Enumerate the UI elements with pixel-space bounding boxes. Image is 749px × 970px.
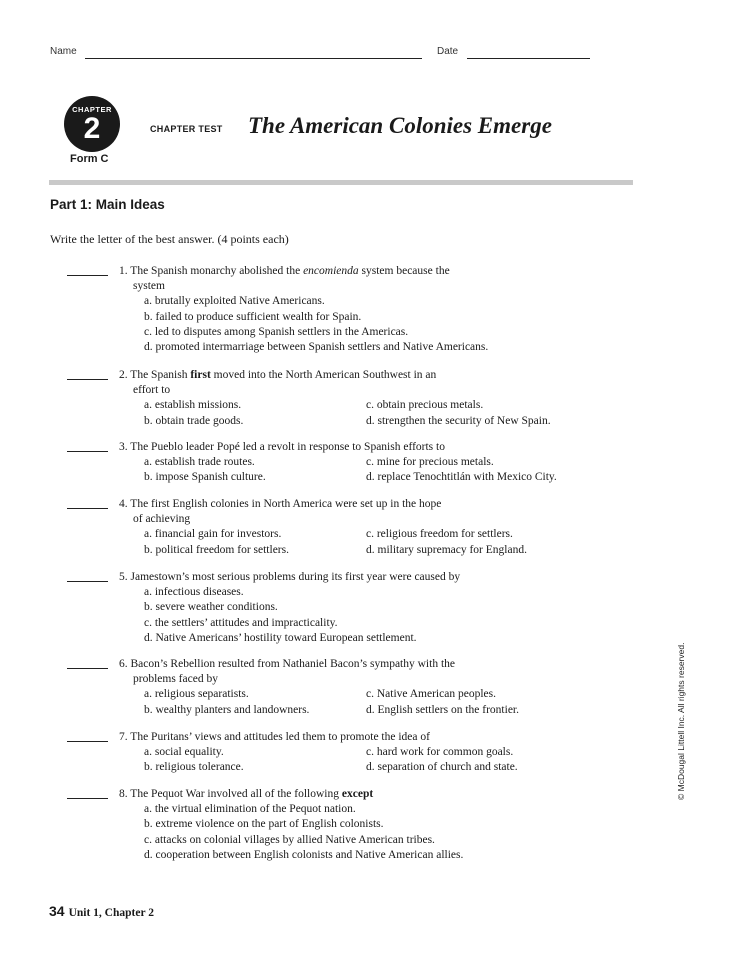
question-6 bbox=[67, 657, 607, 718]
question-stem-continued: effort to bbox=[133, 384, 171, 397]
choice-b: b. wealthy planters and landowners. bbox=[144, 703, 310, 716]
date-label: Date bbox=[437, 46, 459, 57]
choice-d: d. military supremacy for England. bbox=[366, 543, 527, 556]
choice-c: c. hard work for common goals. bbox=[366, 746, 514, 759]
question-stem: 3. The Pueblo leader Popé led a revolt in response to Spanish efforts to bbox=[119, 441, 445, 453]
answer-blank-3[interactable] bbox=[67, 451, 108, 452]
answer-blank-8[interactable] bbox=[67, 798, 108, 799]
instructions: Write the letter of the best answer. (4 points each) bbox=[50, 232, 289, 246]
question-3 bbox=[67, 440, 607, 486]
choice-c: c. mine for precious metals. bbox=[366, 456, 494, 469]
choice-c: c. obtain precious metals. bbox=[366, 399, 484, 412]
answer-blank-5[interactable] bbox=[67, 581, 108, 582]
choice-c: c. religious freedom for settlers. bbox=[366, 528, 513, 541]
choice-a: a. infectious diseases. bbox=[144, 586, 244, 599]
stem-text: 2. The Spanish bbox=[119, 369, 191, 381]
question-4 bbox=[67, 497, 607, 558]
choice-c: c. Native American peoples. bbox=[366, 688, 496, 701]
choice-b: b. severe weather conditions. bbox=[144, 601, 278, 614]
stem-text: moved into the North American Southwest in an bbox=[210, 369, 437, 381]
form-label: Form C bbox=[70, 153, 109, 165]
page-title: The American Colonies Emerge bbox=[248, 113, 552, 138]
section-divider bbox=[49, 180, 633, 185]
choice-b: b. religious tolerance. bbox=[144, 761, 244, 774]
question-stem: 6. Bacon’s Rebellion resulted from Nathaniel Bacon’s sympathy with the bbox=[119, 658, 455, 670]
answer-blank-6[interactable] bbox=[67, 668, 108, 669]
question-stem bbox=[119, 368, 607, 383]
choice-d: d. replace Tenochtitlán with Mexico City. bbox=[366, 471, 557, 484]
choice-b: b. political freedom for settlers. bbox=[144, 543, 289, 556]
stem-emphasis: first bbox=[190, 369, 211, 381]
chapter-badge bbox=[64, 96, 120, 152]
chapter-badge-label: CHAPTER bbox=[72, 105, 112, 114]
choice-d: d. English settlers on the frontier. bbox=[366, 703, 519, 716]
chapter-test-label: CHAPTER TEST bbox=[150, 124, 223, 134]
part-title: Part 1: Main Ideas bbox=[50, 197, 165, 212]
choice-c: c. led to disputes among Spanish settlers in the Americas. bbox=[144, 325, 409, 338]
choice-c: c. the settlers’ attitudes and impracticality. bbox=[144, 616, 338, 629]
choice-a: a. religious separatists. bbox=[144, 688, 249, 701]
choice-b: b. obtain trade goods. bbox=[144, 414, 244, 427]
choice-d: d. Native Americans’ hostility toward European settlement. bbox=[144, 631, 417, 644]
choice-d: d. strengthen the security of New Spain. bbox=[366, 414, 551, 427]
question-stem-continued: problems faced by bbox=[133, 673, 218, 686]
choice-c: c. attacks on colonial villages by allied Native American tribes. bbox=[144, 833, 435, 846]
choice-a: a. establish missions. bbox=[144, 399, 242, 412]
question-2 bbox=[67, 368, 607, 429]
page-number: 34 bbox=[49, 903, 65, 919]
question-stem: 4. The first English colonies in North America were set up in the hope bbox=[119, 498, 442, 510]
choice-a: a. brutally exploited Native Americans. bbox=[144, 295, 325, 308]
choice-b: b. extreme violence on the part of English colonists. bbox=[144, 818, 384, 831]
choice-d: d. cooperation between English colonists and Native American allies. bbox=[144, 848, 464, 861]
date-field[interactable] bbox=[467, 58, 590, 59]
question-8 bbox=[67, 787, 607, 863]
question-5 bbox=[67, 570, 607, 646]
answer-blank-7[interactable] bbox=[67, 741, 108, 742]
name-label: Name bbox=[50, 46, 77, 57]
stem-text: 1. The Spanish monarchy abolished the bbox=[119, 265, 304, 277]
stem-emphasis: encomienda bbox=[303, 265, 359, 277]
chapter-badge-number: 2 bbox=[83, 112, 101, 145]
answer-blank-4[interactable] bbox=[67, 508, 108, 509]
copyright-notice: © McDougal Littell Inc. All rights reserved. bbox=[676, 642, 686, 800]
choice-d: d. promoted intermarriage between Spanish settlers and Native Americans. bbox=[144, 341, 489, 354]
question-stem-continued: system bbox=[133, 280, 165, 293]
stem-text: system because the bbox=[358, 265, 450, 277]
question-stem: 7. The Puritans’ views and attitudes led them to promote the idea of bbox=[119, 731, 430, 743]
choice-a: a. establish trade routes. bbox=[144, 456, 255, 469]
question-7 bbox=[67, 730, 607, 776]
question-stem-continued: of achieving bbox=[133, 513, 191, 526]
choice-b: b. failed to produce sufficient wealth for Spain. bbox=[144, 310, 362, 323]
page-footer bbox=[49, 903, 154, 921]
question-1 bbox=[67, 264, 607, 355]
choice-a: a. social equality. bbox=[144, 746, 224, 759]
question-stem bbox=[119, 787, 607, 802]
answer-blank-1[interactable] bbox=[67, 275, 108, 276]
stem-emphasis: except bbox=[341, 788, 374, 800]
choice-b: b. impose Spanish culture. bbox=[144, 471, 266, 484]
question-stem: 5. Jamestown’s most serious problems during its first year were caused by bbox=[119, 571, 461, 583]
choice-a: a. financial gain for investors. bbox=[144, 528, 282, 541]
stem-text: 8. The Pequot War involved all of the following bbox=[119, 788, 342, 800]
choice-d: d. separation of church and state. bbox=[366, 761, 518, 774]
choice-a: a. the virtual elimination of the Pequot nation. bbox=[144, 803, 356, 816]
unit-chapter-label: Unit 1, Chapter 2 bbox=[68, 907, 154, 919]
name-field[interactable] bbox=[85, 58, 422, 59]
answer-blank-2[interactable] bbox=[67, 379, 108, 380]
question-stem bbox=[119, 264, 607, 279]
